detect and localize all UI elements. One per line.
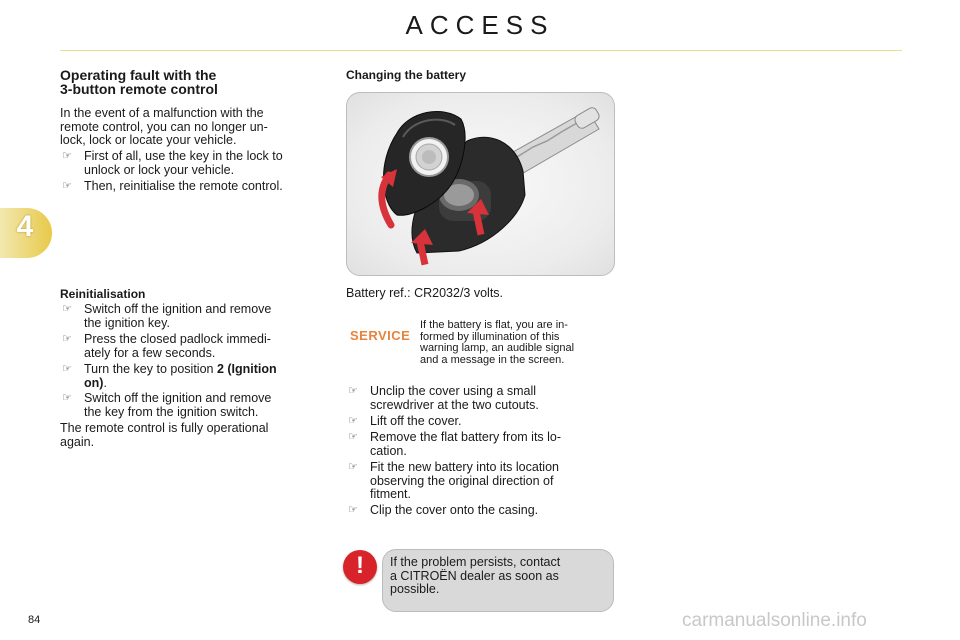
intro-paragraph: In the event of a malfunction with the remote control, you can no longer un- lock, lock or locate your vehicle.	[60, 106, 268, 147]
key-fob-drawing	[347, 93, 614, 275]
pointing-hand-icon: ☞	[62, 303, 72, 315]
watermark: carmanualsonline.info	[682, 610, 867, 631]
list-item: ☞ Unclip the cover using a small screwdriver at the two cutouts.	[348, 384, 539, 412]
title-divider	[60, 50, 902, 51]
pointing-hand-icon: ☞	[62, 150, 72, 162]
pointing-hand-icon: ☞	[348, 431, 358, 443]
list-item: ☞ Switch off the ignition and remove the ignition key.	[62, 302, 272, 330]
battery-reference: Battery ref.: CR2032/3 volts.	[346, 286, 504, 300]
reinit-heading: Reinitialisation	[60, 287, 146, 301]
pointing-hand-icon: ☞	[348, 461, 358, 473]
closing-paragraph: The remote control is fully operational again.	[60, 421, 269, 449]
list-item: ☞ Turn the key to position 2 (Ignition on).	[62, 362, 277, 390]
pointing-hand-icon: ☞	[348, 504, 358, 516]
warning-text: If the problem persists, contact a CITROËN dealer as soon as possible.	[390, 555, 561, 596]
pointing-hand-icon: ☞	[348, 385, 358, 397]
pointing-hand-icon: ☞	[62, 333, 72, 345]
pointing-hand-icon: ☞	[62, 363, 72, 375]
pointing-hand-icon: ☞	[62, 392, 72, 404]
key-battery-illustration	[346, 92, 615, 276]
service-note: If the battery is flat, you are in- formed by illumination of this warning lamp, an audible signal and a message in the screen.	[420, 319, 575, 366]
section-heading-line2: 3-button remote control	[60, 81, 218, 97]
list-item: ☞ Clip the cover onto the casing.	[348, 503, 539, 517]
list-item: ☞ Remove the flat battery from its lo- cation.	[348, 430, 562, 458]
page-number: 84	[28, 614, 41, 626]
battery-coin	[410, 138, 448, 176]
chapter-number: 4	[16, 210, 34, 243]
exclamation-icon: !	[343, 550, 377, 584]
list-item: ☞ Lift off the cover.	[348, 414, 462, 428]
page-title: ACCESS	[405, 10, 555, 40]
list-item: ☞ First of all, use the key in the lock to unlock or lock your vehicle.	[62, 149, 283, 177]
list-item: ☞ Then, reinitialise the remote control.	[62, 179, 283, 193]
pointing-hand-icon: ☞	[62, 180, 72, 192]
list-item: ☞ Fit the new battery into its location observing the original direction of fitment.	[348, 460, 559, 501]
section-heading-line1: Operating fault with the	[60, 67, 217, 83]
service-warning-lamp-icon: SERVICE	[350, 328, 411, 343]
list-item: ☞ Press the closed padlock immedi- ately for a few seconds.	[62, 332, 271, 360]
battery-heading: Changing the battery	[346, 68, 467, 82]
list-item: ☞ Switch off the ignition and remove the key from the ignition switch.	[62, 391, 272, 419]
pointing-hand-icon: ☞	[348, 415, 358, 427]
